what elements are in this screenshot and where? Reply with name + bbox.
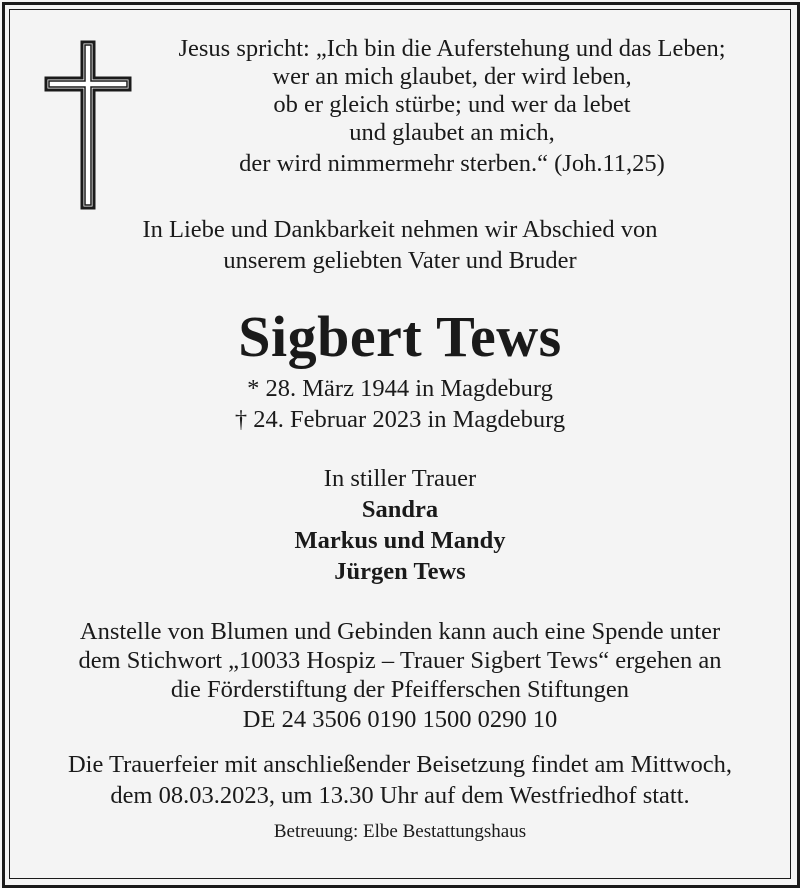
ceremony-line-2: dem 08.03.2023, um 13.30 Uhr auf dem Westfriedhof statt. (110, 782, 690, 809)
deceased-name: Sigbert Tews (238, 304, 562, 369)
ceremony-line-1: Die Trauerfeier mit anschließender Beisetzung findet am Mittwoch, (67, 751, 733, 778)
mourner-name: Markus und Mandy (294, 527, 506, 554)
verse-line-4: und glaubet an mich, (349, 119, 555, 146)
verse-line-5: der wird nimmermehr sterben.“ (Joh.11,25) (239, 150, 665, 177)
mourner-name: Jürgen Tews (334, 558, 466, 585)
verse-line-2: wer an mich glaubet, der wird leben, (272, 63, 632, 90)
mourners-heading: In stiller Trauer (323, 465, 477, 492)
intro-line-2: unserem geliebten Vater und Bruder (223, 247, 577, 274)
verse-line-1: Jesus spricht: „Ich bin die Auferstehung und das Leben; (178, 35, 726, 62)
funeral-home-credit: Betreuung: Elbe Bestattungshaus (273, 821, 527, 842)
intro-line-1: In Liebe und Dankbarkeit nehmen wir Abschied von (142, 216, 658, 243)
verse-line-3: ob er gleich stürbe; und wer da lebet (273, 91, 631, 118)
mourner-name: Sandra (361, 496, 439, 523)
donation-line-3: die Förderstiftung der Pfeifferschen Stiftungen (170, 676, 630, 703)
donation-line-2: dem Stichwort „10033 Hospiz – Trauer Sigbert Tews“ ergehen an (78, 647, 722, 674)
birth-date: * 28. März 1944 in Magdeburg (247, 375, 553, 402)
donation-line-1: Anstelle von Blumen und Gebinden kann auch eine Spende unter (79, 618, 721, 645)
donation-iban: DE 24 3506 0190 1500 0290 10 (242, 706, 558, 733)
death-date: † 24. Februar 2023 in Magdeburg (234, 406, 566, 433)
